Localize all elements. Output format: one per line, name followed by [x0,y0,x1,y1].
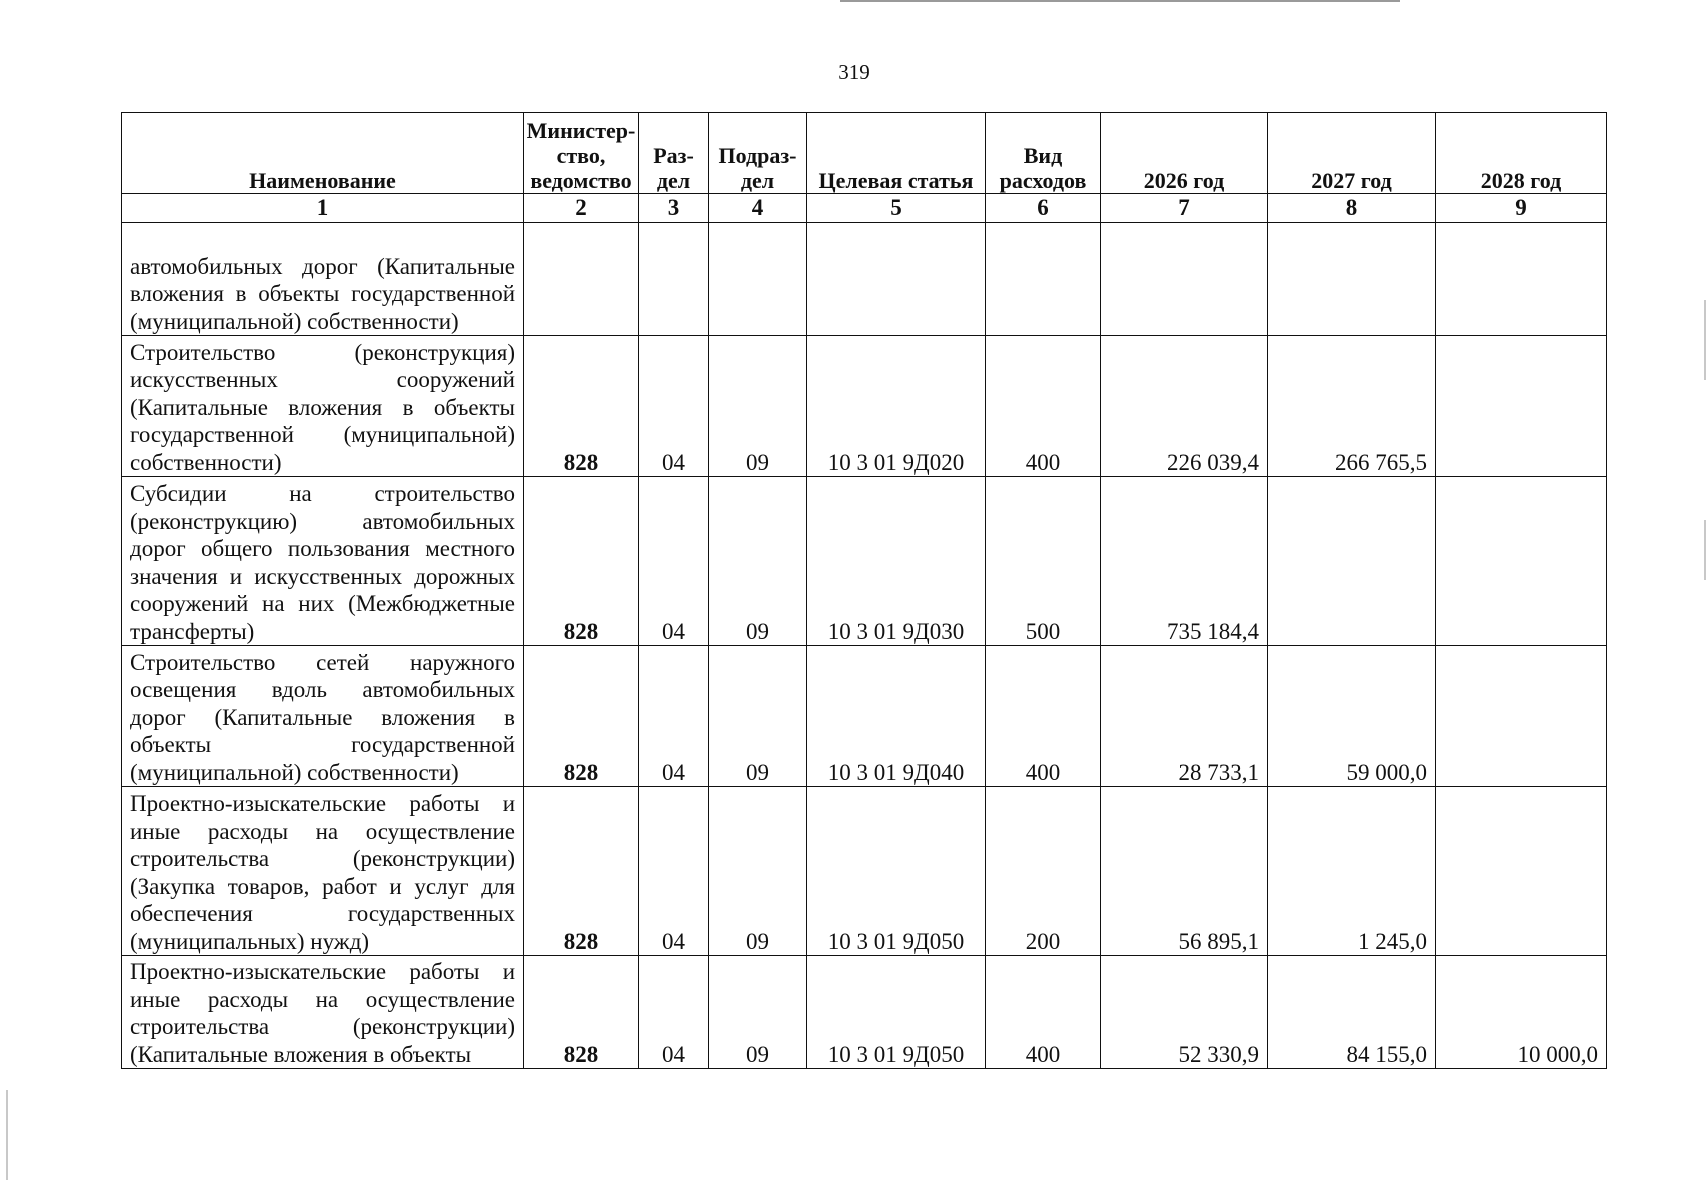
row-expense-type: 400 [986,336,1101,477]
row-subsection: 09 [709,956,807,1069]
row-section: 04 [639,787,709,956]
row-2028: 10 000,0 [1436,956,1607,1069]
row-section: 04 [639,646,709,787]
row-2027: 59 000,0 [1268,646,1436,787]
row-2027 [1268,477,1436,646]
row-subsection: 09 [709,787,807,956]
column-number: 6 [986,194,1101,223]
table-row [122,787,1607,956]
row-2027: 266 765,5 [1268,336,1436,477]
row-name: Проектно-изыскательские работы и иные расходы на осуществление строительства (реконструкции) (Капитальные вложения в объекты [122,956,524,1069]
budget-table [121,112,1607,1069]
table-header-row [122,113,1607,194]
row-section [639,223,709,336]
row-ministry [524,223,639,336]
row-subsection: 09 [709,336,807,477]
row-target: 10 3 01 9Д030 [807,477,986,646]
scan-artifact-edge [6,1090,8,1180]
row-name: Строительство (реконструкция) искусственных сооружений (Капитальные вложения в объекты государственной (муниципальной) собственности) [122,336,524,477]
column-header-name: Наименование [122,113,524,194]
row-2026: 735 184,4 [1101,477,1268,646]
row-2026: 56 895,1 [1101,787,1268,956]
row-subsection [709,223,807,336]
row-target: 10 3 01 9Д020 [807,336,986,477]
column-number: 5 [807,194,986,223]
column-number: 3 [639,194,709,223]
row-target: 10 3 01 9Д050 [807,956,986,1069]
row-expense-type: 400 [986,956,1101,1069]
column-header-2026: 2026 год [1101,113,1268,194]
row-section: 04 [639,477,709,646]
row-ministry: 828 [524,956,639,1069]
column-number: 4 [709,194,807,223]
column-header-expense-type: Вид расходов [986,113,1101,194]
row-2026 [1101,223,1268,336]
row-subsection: 09 [709,477,807,646]
row-expense-type [986,223,1101,336]
row-2028 [1436,477,1607,646]
row-2028 [1436,223,1607,336]
row-section: 04 [639,956,709,1069]
row-2026: 28 733,1 [1101,646,1268,787]
row-name: автомобильных дорог (Капитальные вложения в объекты государственной (муниципальной) собственности) [122,223,524,336]
table-row [122,223,1607,336]
table-row [122,956,1607,1069]
column-number: 7 [1101,194,1268,223]
row-2028 [1436,787,1607,956]
column-header-subsection: Подраз-дел [709,113,807,194]
row-2027: 84 155,0 [1268,956,1436,1069]
scan-artifact-edge [1704,300,1706,380]
column-number: 9 [1436,194,1607,223]
row-target [807,223,986,336]
column-header-2027: 2027 год [1268,113,1436,194]
row-ministry: 828 [524,646,639,787]
scan-artifact-top [840,0,1400,2]
row-ministry: 828 [524,336,639,477]
row-target: 10 3 01 9Д050 [807,787,986,956]
page-number: 319 [838,60,870,84]
row-2027 [1268,223,1436,336]
column-header-target: Целевая статья [807,113,986,194]
column-header-ministry: Министер-ство, ведомство [524,113,639,194]
row-target: 10 3 01 9Д040 [807,646,986,787]
column-number: 1 [122,194,524,223]
column-number-row [122,194,1607,223]
row-ministry: 828 [524,477,639,646]
row-expense-type: 400 [986,646,1101,787]
row-expense-type: 200 [986,787,1101,956]
row-2027: 1 245,0 [1268,787,1436,956]
column-header-2028: 2028 год [1436,113,1607,194]
table-row [122,336,1607,477]
row-name: Проектно-изыскательские работы и иные расходы на осуществление строительства (реконструкции) (Закупка товаров, работ и услуг для обеспечения государственных (муниципальных) нужд) [122,787,524,956]
row-subsection: 09 [709,646,807,787]
row-expense-type: 500 [986,477,1101,646]
row-2028 [1436,646,1607,787]
row-2028 [1436,336,1607,477]
row-name: Субсидии на строительство (реконструкцию) автомобильных дорог общего пользования местного значения и искусственных дорожных сооружений на них (Межбюджетные трансферты) [122,477,524,646]
column-header-section: Раз-дел [639,113,709,194]
row-2026: 52 330,9 [1101,956,1268,1069]
scan-artifact-edge [1704,520,1706,580]
row-2026: 226 039,4 [1101,336,1268,477]
table-row [122,477,1607,646]
row-ministry: 828 [524,787,639,956]
table-row [122,646,1607,787]
row-name: Строительство сетей наружного освещения вдоль автомобильных дорог (Капитальные вложения в объекты государственной (муниципальной) собственности) [122,646,524,787]
column-number: 8 [1268,194,1436,223]
column-number: 2 [524,194,639,223]
row-section: 04 [639,336,709,477]
